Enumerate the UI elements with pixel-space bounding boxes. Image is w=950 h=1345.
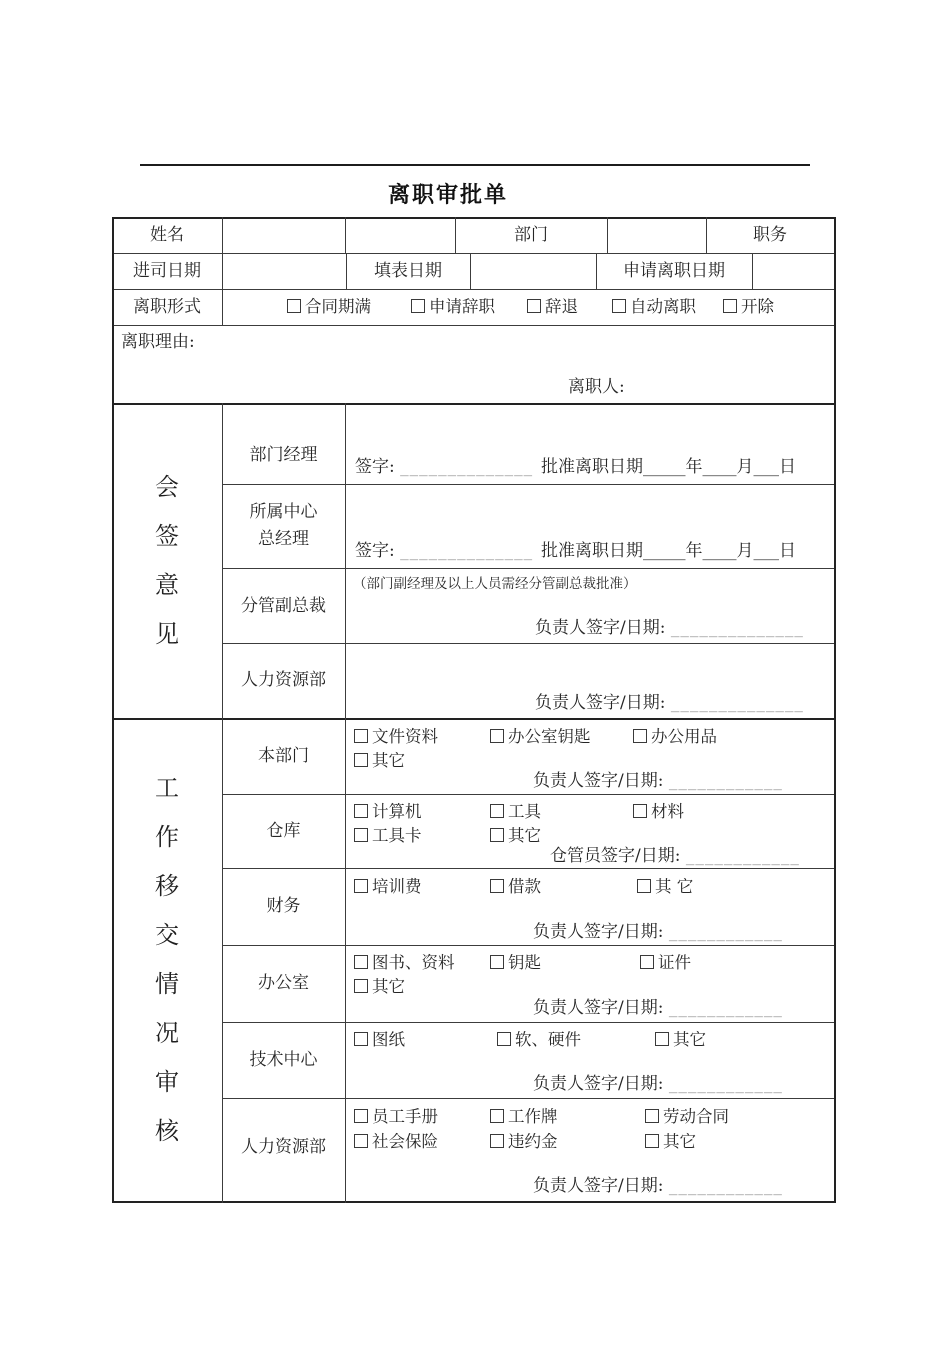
section-label-char: 会: [155, 473, 179, 501]
checkbox-materials[interactable]: 材料: [633, 800, 684, 824]
checkbox-icon: [354, 1109, 368, 1123]
sign-line[interactable]: 负责人签字/日期: ____________: [533, 998, 783, 1018]
checkbox-icon: [490, 1134, 504, 1148]
checkbox-icon: [354, 979, 368, 993]
checkbox-computer[interactable]: 计算机: [354, 800, 422, 824]
sign-line[interactable]: 签字: ______________: [355, 541, 534, 561]
section-label-char: 工: [155, 774, 179, 802]
checkbox-icon: [354, 1134, 368, 1148]
signature-blank[interactable]: ______________: [670, 693, 804, 713]
checkbox-icon: [287, 299, 301, 313]
signature-blank[interactable]: ____________: [668, 922, 783, 942]
checkbox-icon: [612, 299, 626, 313]
checkbox-tool-card[interactable]: 工具卡: [354, 824, 422, 848]
sign-line[interactable]: 签字: ______________: [355, 457, 534, 477]
checkbox-penalty[interactable]: 违约金: [490, 1130, 558, 1154]
table-line: [112, 325, 836, 326]
countersign-row-label-hr: 人力资源部: [241, 670, 326, 690]
checkbox-icon: [354, 955, 368, 969]
checkbox-certificates[interactable]: 证件: [640, 951, 691, 975]
checkbox-other[interactable]: 其 它: [637, 875, 693, 899]
checkbox-other[interactable]: 其它: [354, 749, 405, 773]
table-line: [112, 1201, 836, 1203]
resign-reason-label: 离职理由:: [121, 332, 195, 352]
signature-blank[interactable]: ____________: [668, 1074, 783, 1094]
checkbox-icon: [354, 828, 368, 842]
checkbox-icon: [490, 955, 504, 969]
checkbox-icon: [527, 299, 541, 313]
checkbox-icon: [490, 729, 504, 743]
countersign-row-label-vp: 分管副总裁: [241, 596, 326, 616]
checkbox-auto-leave[interactable]: 自动离职: [612, 289, 696, 325]
signature-blank[interactable]: ______________: [400, 457, 534, 477]
checkbox-icon: [411, 299, 425, 313]
checkbox-other[interactable]: 其它: [655, 1028, 706, 1052]
checkbox-icon: [490, 1109, 504, 1123]
countersign-row-label-dept-manager: 部门经理: [249, 445, 318, 465]
table-line: [607, 217, 608, 253]
signature-blank[interactable]: ____________: [668, 1176, 783, 1196]
checkbox-office-key[interactable]: 办公室钥匙: [490, 725, 591, 749]
fill-date-label: 填表日期: [374, 261, 442, 281]
join-date-input-cell[interactable]: [223, 254, 346, 289]
handover-row-label-hr: 人力资源部: [241, 1137, 326, 1157]
handover-section-label: [112, 718, 222, 1201]
section-label-char: 审: [155, 1068, 179, 1096]
countersign-vp-cell: [345, 568, 836, 643]
checkbox-icon: [640, 955, 654, 969]
handover-row-label-finance: 财务: [266, 896, 301, 916]
checkbox-icon: [633, 804, 647, 818]
header-rule: [140, 164, 810, 166]
checkbox-icon: [490, 828, 504, 842]
checkbox-loan[interactable]: 借款: [490, 875, 541, 899]
checkbox-other[interactable]: 其它: [354, 975, 405, 999]
countersign-dept-manager-cell: [345, 403, 836, 484]
section-label-char: 情: [155, 970, 179, 998]
section-label-char: 作: [155, 823, 179, 851]
position-input-cell[interactable]: [707, 218, 834, 253]
checkbox-icon: [354, 804, 368, 818]
sign-line[interactable]: 负责人签字/日期: ______________: [535, 693, 804, 713]
checkbox-icon: [655, 1032, 669, 1046]
checkbox-keys[interactable]: 钥匙: [490, 951, 541, 975]
section-label-char: 移: [155, 872, 179, 900]
handover-office-cell: [345, 945, 836, 1022]
handover-row-label-tech-center: 技术中心: [249, 1050, 318, 1070]
checkbox-apply-resign[interactable]: 申请辞职: [411, 289, 495, 325]
join-date-label: 进司日期: [133, 261, 201, 281]
checkbox-icon: [354, 879, 368, 893]
checkbox-contract-expired[interactable]: 合同期满: [287, 289, 371, 325]
fill-date-input-cell[interactable]: [471, 254, 596, 289]
signature-blank[interactable]: ____________: [685, 846, 800, 866]
checkbox-other[interactable]: 其它: [645, 1130, 696, 1154]
checkbox-software-hardware[interactable]: 软、硬件: [497, 1028, 581, 1052]
checkbox-icon: [633, 729, 647, 743]
countersign-row-label-center-gm: 所属中心 总经理: [249, 502, 318, 549]
signature-blank[interactable]: ____________: [668, 771, 783, 791]
table-line: [345, 217, 346, 253]
handover-row-label-own-dept: 本部门: [258, 746, 309, 766]
checkbox-books-materials[interactable]: 图书、资料: [354, 951, 455, 975]
department-input-cell[interactable]: [456, 218, 607, 253]
checkbox-icon: [723, 299, 737, 313]
sign-line[interactable]: 负责人签字/日期: ____________: [533, 771, 783, 791]
name-input-cell[interactable]: [223, 218, 345, 253]
checkbox-training-fee[interactable]: 培训费: [354, 875, 422, 899]
checkbox-drawings[interactable]: 图纸: [354, 1028, 405, 1052]
signature-blank[interactable]: ______________: [400, 541, 534, 561]
resign-reason-input-area[interactable]: [113, 357, 833, 401]
section-label-char: 签: [155, 522, 179, 550]
checkbox-social-insurance[interactable]: 社会保险: [354, 1130, 438, 1154]
countersign-hr-cell: [345, 643, 836, 718]
checkbox-employee-handbook[interactable]: 员工手册: [354, 1105, 438, 1129]
section-label-char: 见: [155, 620, 179, 648]
checkbox-work-badge[interactable]: 工作牌: [490, 1105, 558, 1129]
handover-warehouse-cell: [345, 794, 836, 868]
handover-hr-cell: [345, 1098, 836, 1201]
section-label-char: 况: [155, 1019, 179, 1047]
checkbox-icon: [645, 1134, 659, 1148]
checkbox-icon: [645, 1109, 659, 1123]
signature-blank[interactable]: ____________: [668, 998, 783, 1018]
sign-line[interactable]: 仓管员签字/日期: ____________: [550, 846, 800, 866]
checkbox-documents[interactable]: 文件资料: [354, 725, 438, 749]
section-label-char: 核: [155, 1117, 179, 1145]
section-label-char: 意: [155, 571, 179, 599]
department-label: 部门: [514, 225, 548, 245]
approve-date-line[interactable]: 批准离职日期_____年____月___日: [541, 457, 796, 477]
checkbox-icon: [490, 804, 504, 818]
form-table: [112, 217, 836, 1203]
countersign-center-gm-cell: [345, 484, 836, 568]
handover-row-label-warehouse: 仓库: [266, 821, 301, 841]
vp-approval-note: （部门副经理及以上人员需经分管副总裁批准）: [353, 576, 637, 592]
handover-own-dept-cell: [345, 718, 836, 794]
resign-date-input-cell[interactable]: [753, 254, 834, 289]
resign-date-label: 申请离职日期: [623, 261, 725, 281]
resign-type-label: 离职形式: [133, 297, 201, 317]
handover-row-label-office: 办公室: [258, 973, 309, 993]
name-label: 姓名: [150, 225, 184, 245]
checkbox-tools[interactable]: 工具: [490, 800, 541, 824]
approve-date-line[interactable]: 批准离职日期_____年____月___日: [541, 541, 796, 561]
checkbox-icon: [637, 879, 651, 893]
checkbox-icon: [497, 1032, 511, 1046]
handover-tech-center-cell: [345, 1022, 836, 1098]
checkbox-other[interactable]: 其它: [490, 824, 541, 848]
sign-line[interactable]: 负责人签字/日期: ____________: [533, 922, 783, 942]
checkbox-office-supplies[interactable]: 办公用品: [633, 725, 717, 749]
checkbox-icon: [490, 879, 504, 893]
checkbox-fired[interactable]: 开除: [723, 289, 774, 325]
checkbox-icon: [354, 729, 368, 743]
sign-line[interactable]: 负责人签字/日期: ____________: [533, 1074, 783, 1094]
position-label: 职务: [753, 225, 787, 245]
checkbox-labor-contract[interactable]: 劳动合同: [645, 1105, 729, 1129]
signature-blank[interactable]: ______________: [670, 618, 804, 638]
sign-line[interactable]: 负责人签字/日期: ____________: [533, 1176, 783, 1196]
section-label-char: 交: [155, 921, 179, 949]
checkbox-icon: [354, 753, 368, 767]
sign-line[interactable]: 负责人签字/日期: ______________: [535, 618, 804, 638]
handover-finance-cell: [345, 868, 836, 945]
checkbox-icon: [354, 1032, 368, 1046]
checkbox-dismissed[interactable]: 辞退: [527, 289, 578, 325]
resignee-label: 离职人:: [568, 377, 625, 397]
countersign-section-label: [112, 403, 222, 718]
form-title: 离职审批单: [387, 182, 508, 208]
